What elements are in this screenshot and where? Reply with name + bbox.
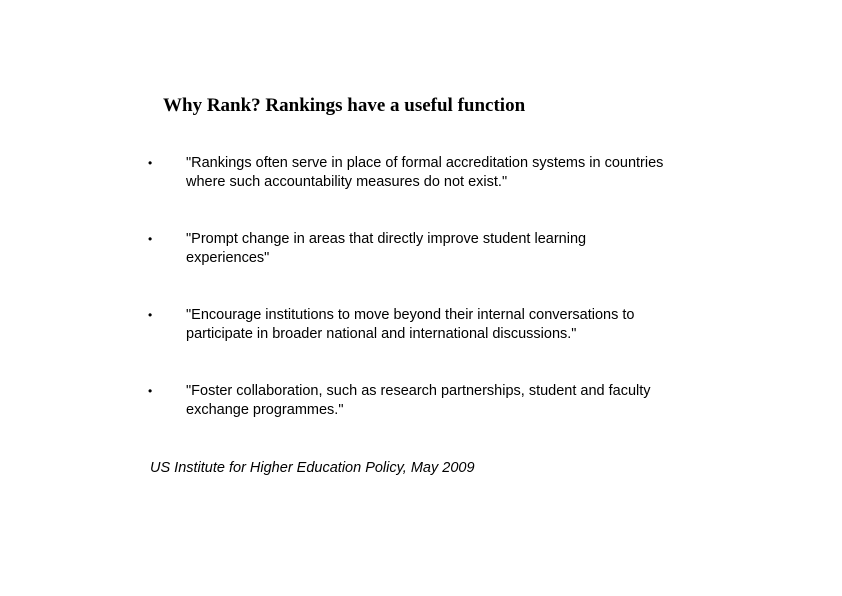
bullet-text-line: experiences" [186,250,270,266]
list-item [148,154,748,230]
bullet-icon: • [148,156,153,170]
bullet-list [148,154,748,458]
bullet-text-line: "Prompt change in areas that directly improve student learning [186,231,587,247]
list-item [148,382,748,458]
bullet-text-line: exchange programmes." [186,402,344,418]
slide-title: Why Rank? Rankings have a useful function [163,95,526,116]
list-item [148,230,748,306]
bullet-text-line: "Encourage institutions to move beyond their internal conversations to [186,307,635,323]
bullet-text-line: participate in broader national and international discussions." [186,326,577,342]
bullet-text-line: "Rankings often serve in place of formal accreditation systems in countries [186,155,664,171]
bullet-icon: • [148,308,153,322]
bullet-icon: • [148,384,153,398]
bullet-text-line: where such accountability measures do not exist." [186,174,508,190]
bullet-text-line: "Foster collaboration, such as research partnerships, student and faculty [186,383,651,399]
bullet-icon: • [148,232,153,246]
list-item [148,306,748,382]
source-citation: US Institute for Higher Education Policy, May 2009 [150,460,475,476]
